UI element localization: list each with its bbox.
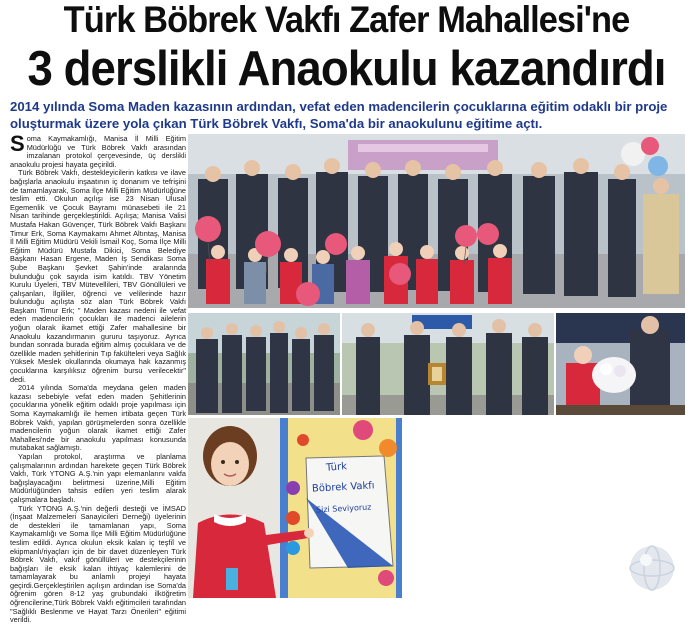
article-body: [10, 131, 186, 625]
paragraph-4: Yapılan protokol, araştırma ve planlama çalışmalarının ardından harekete geçen Türk Böbrek Vakfı, Türk YTONG A.Ş.'nin yapı elemanlarını vakfa bağışlayacağını belirtmesi üzerine,Milli Eğitim Müdürlüğünden tahsis edilen yeri teslim alarak çalışmalara başladı.: [10, 451, 186, 504]
paragraph-5: Türk YTONG A.Ş.'nin değerli desteği ve İMSAD (İnşaat Malzemeleri Sanayicileri Derneği) üyelerinin de destekleri ile tamamlanan yapı, Soma Kaymakamlığı ve Soma İlçe Milli Eğitim Müdürlüğüne teslim edildi. Ayrıca okulun eksik kalan iç teşfiî ve ekipmanlı/riyaçları için de bir davet düzenleyen Türk Böbrek Vakfı, vakıf gönüllüleri ve destekçilerinin bağışları ile eksik kalan ihtiyaç kalemlerini de tamamlayarak bu anlamlı projeyi hayata geçirdi.Gerçekleştirilen açılışın ardından ise Soma'da öğrenim gören 8-12 yaş grubundaki ilköğretim öğrencilerine,Türk Böbrek Vakfı eğitimcileri tarafından "Sağlıklı Beslenme ve Hayat Tarzı Önerileri" eğitimi verildi.: [10, 503, 186, 625]
board-text-line-3: Sizi Seviyoruz: [315, 502, 372, 515]
officials-photo: [188, 313, 340, 415]
publisher-emblem-icon: [620, 542, 684, 594]
paragraph-2: Türk Böbrek Vakfı, destekleyicilerin katkısı ve ilave bağışlarla anaokulu inşaatının iç donanım ve tefrişini de tamamlayarak, Soma İlçe Milli Eğitim Müdürlüğüne teslim etti. Okulun açılışı ise 23 Nisan Ulusal Egemenlik ve Çocuk Bayramı münasebeti ile 21 Nisan tarihinde gerçekleştirildi. Açılışa; Manisa Valisi Mustafa Hakan Güvençer, Türk Böbrek Vakfı Başkanı Timur Erk, Soma Kaymakamı Ahmet Altıntaş, Manisa İl Milli Eğitim Müdürü Vekili İsmail Koç, Soma İlçe Milli Eğitim Müdürü Mustafa Dikici, Soma Belediye Başkanı Hasan Ergene, Maden İş Sendikası Soma Şube Başkanı Şevket Şahin'inde aralarında bulunduğu çok sayıda isim katıldı. TBV Yönetim Kurulu Üyeleri, TBV Mütevellileri, TBV Gönüllüleri ve çalışanları, İlgililer, öğrenci ve velilerinde hazır bulunduğu açılışta söz alan Türk Böbrek Vakfı Başkanı Timur Erk; " Maden kazası nedeni ile vefat eden madencilerin çocukları ile madenci ailelerin yoğun olarak ikamet ettiği Zafer mahallesine bir Anaokulu kazandırmanın gururu taşıyoruz. Ayrıca bundan sonrada burada eğitim almış çocuklara ve de özellikle maden şehitlerinin Tıp fakülteleri veya Sağlık Yüksek Meslek okullarında okumaya hak kazanmış çocuklarına karşılıksız öğrenim bursu verilecektir" dedi.: [10, 168, 186, 384]
group-photo: [188, 134, 685, 308]
paragraph-3: 2014 yılında Soma'da meydana gelen maden kazası sebebiyle vefat eden maden Şehitlerinin çocuklarına yönelik eğitim odaklı proje yapılması için Soma Kaymakamlığı ile hemen irtibata geçen Türk Böbrek Vakfı, yapılan görüşmelerden sonra özellikle madencilerin yoğun olarak ikamet ettiği Zafer Mahallesi'nde bir anaokulu yapılması konusunda mutabakat sağlamıştı.: [10, 383, 186, 453]
headline-line-2: 3 derslikli Anaokulu kazandırdı: [27, 42, 666, 96]
board-text-line-1: Türk: [325, 461, 348, 474]
paragraph-1: Soma Kaymakamlığı, Manisa İl Milli Eğitim Müdürlüğü ve Türk Böbrek Vakfı arasından imzalanan protokol çerçevesinde, üç derslikli anaokulu projesi hayata geçirildi.: [10, 131, 186, 169]
child-board-photo: [188, 418, 402, 598]
plaque-photo: [342, 313, 554, 415]
flowers-photo: [556, 313, 685, 415]
dropcap: S: [10, 131, 25, 156]
subheadline: 2014 yılında Soma Maden kazasının ardından, vefat eden madencilerin çocuklarına eğitim odaklı bir proje oluşturmak üzere yola çıkan Türk Böbrek Vakfı, Soma'da bir anaokulunu eğitime açtı.: [10, 99, 668, 131]
headline-line-1: Türk Böbrek Vakfı Zafer Mahallesi'ne: [63, 0, 630, 40]
board-text-line-2: Böbrek Vakfı: [311, 480, 375, 495]
